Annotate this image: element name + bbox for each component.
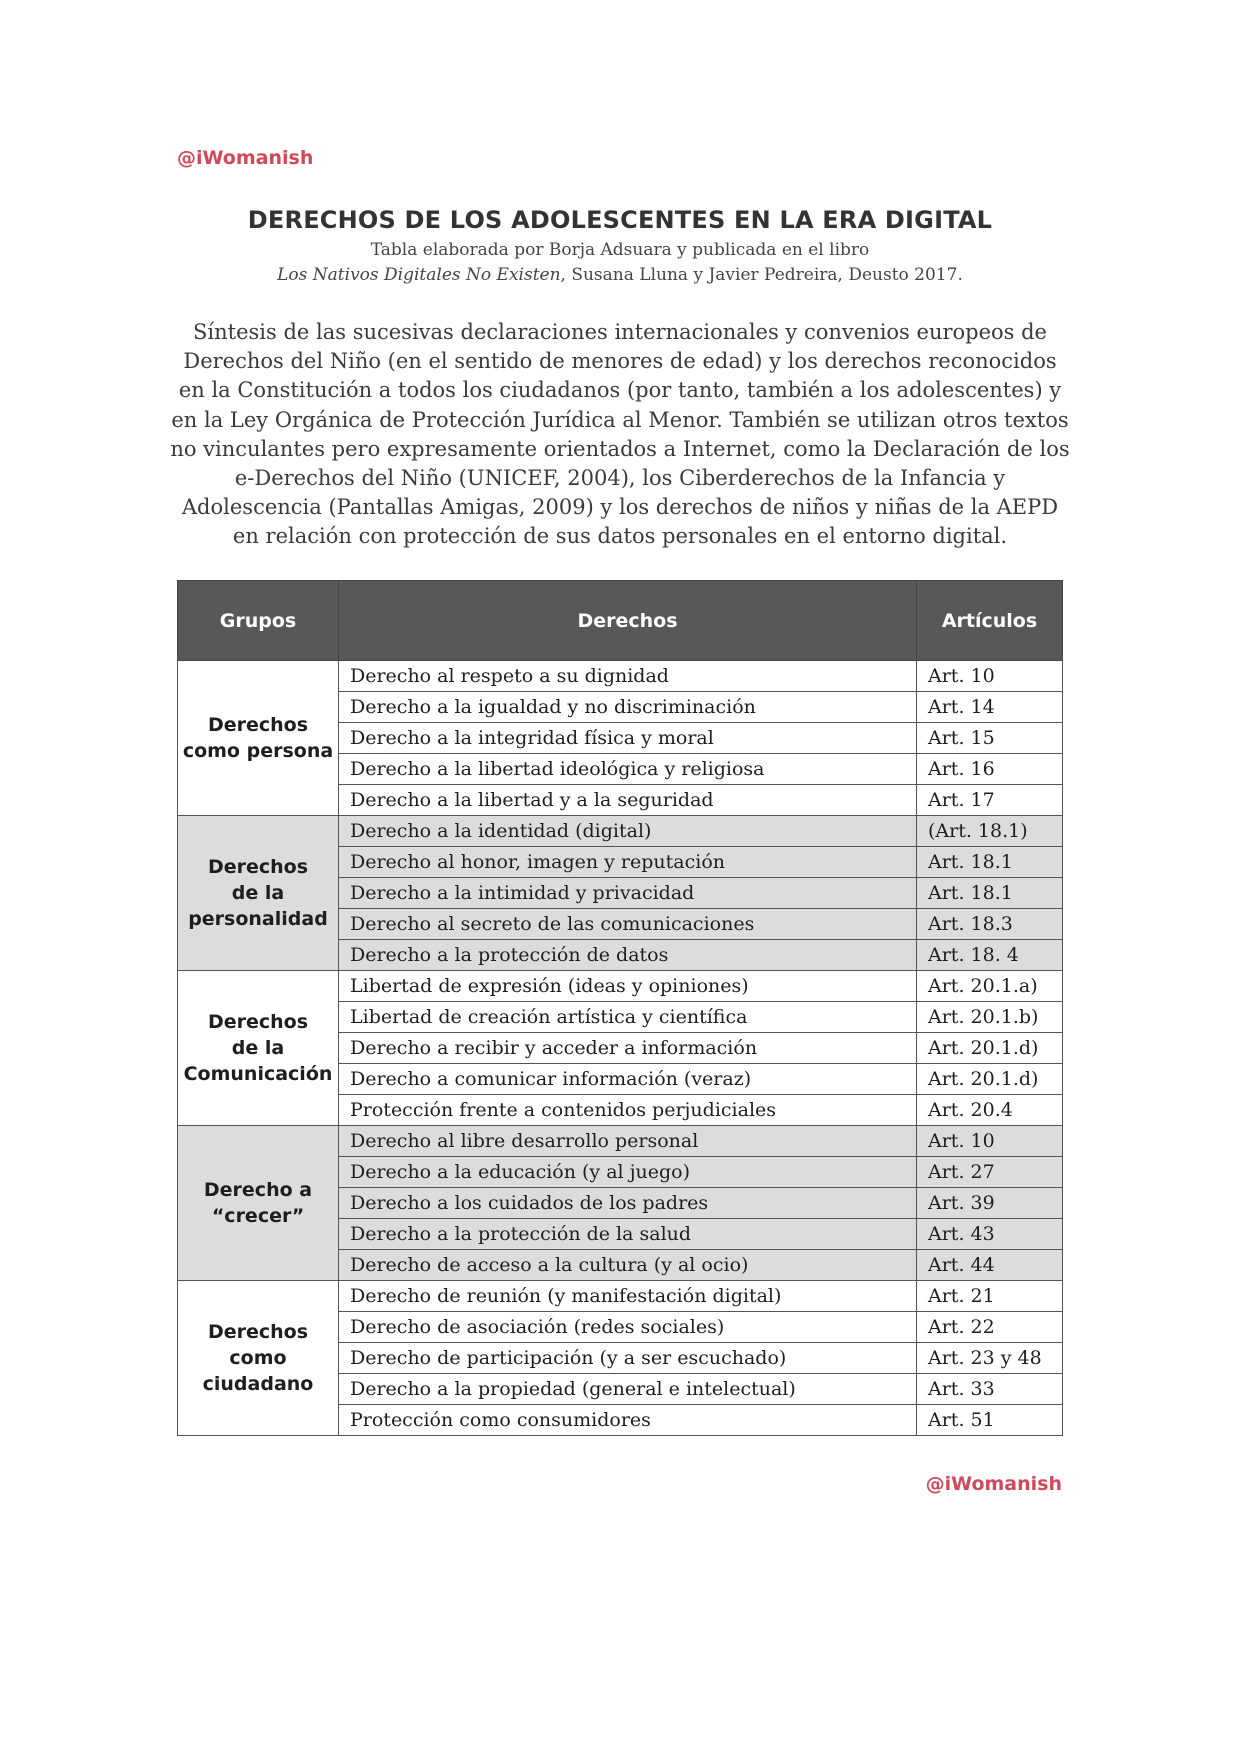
right-cell: Derecho a la identidad (digital) <box>339 816 917 847</box>
header-articles: Artículos <box>917 581 1063 661</box>
article-cell: Art. 20.1.d) <box>917 1033 1063 1064</box>
right-cell: Derecho de reunión (y manifestación digital) <box>339 1281 917 1312</box>
article-cell: Art. 20.1.a) <box>917 971 1063 1002</box>
article-cell: Art. 20.1.b) <box>917 1002 1063 1033</box>
article-cell: Art. 39 <box>917 1188 1063 1219</box>
right-cell: Derecho a recibir y acceder a información <box>339 1033 917 1064</box>
table-row <box>178 816 1063 847</box>
header-rights: Derechos <box>339 581 917 661</box>
table-body <box>178 661 1063 1436</box>
article-cell: Art. 44 <box>917 1250 1063 1281</box>
article-cell: Art. 43 <box>917 1219 1063 1250</box>
right-cell: Derecho a la protección de la salud <box>339 1219 917 1250</box>
table-row <box>178 1281 1063 1312</box>
article-cell: (Art. 18.1) <box>917 816 1063 847</box>
right-cell: Libertad de expresión (ideas y opiniones) <box>339 971 917 1002</box>
intro-paragraph: Síntesis de las sucesivas declaraciones internacionales y convenios europeos de Derechos del Niño (en el sentido de menores de edad) y los derechos reconocidos en la Constitución a todos los ciudadanos (por tanto, también a los adolescentes) y en la Ley Orgánica de Protección Jurídica al Menor. También se utilizan otros textos no vinculantes pero expresamente orientados a Internet, como la Declaración de los e-Derechos del Niño (UNICEF, 2004), los Ciberderechos de la Infancia y Adolescencia (Pantallas Amigas, 2009) y los derechos de niños y niñas de la AEPD en relación con protección de sus datos personales en el entorno digital. <box>170 320 1070 549</box>
right-cell: Derecho al respeto a su dignidad <box>339 661 917 692</box>
article-cell: Art. 14 <box>917 692 1063 723</box>
table-row <box>178 1126 1063 1157</box>
group-cell: Derechos como ciudadano <box>178 1281 339 1436</box>
right-cell: Derecho a la intimidad y privacidad <box>339 878 917 909</box>
table-row <box>178 971 1063 1002</box>
right-cell: Protección como consumidores <box>339 1405 917 1436</box>
header-groups: Grupos <box>178 581 339 661</box>
rights-table <box>177 580 1063 1436</box>
article-cell: Art. 27 <box>917 1157 1063 1188</box>
document-title: DERECHOS DE LOS ADOLESCENTES EN LA ERA DIGITAL <box>247 206 993 234</box>
right-cell: Derecho al libre desarrollo personal <box>339 1126 917 1157</box>
article-cell: Art. 21 <box>917 1281 1063 1312</box>
article-cell: Art. 51 <box>917 1405 1063 1436</box>
group-cell: Derechos de la personalidad <box>178 816 339 971</box>
right-cell: Libertad de creación artística y científica <box>339 1002 917 1033</box>
table-row <box>178 661 1063 692</box>
right-cell: Derecho a la propiedad (general e intelectual) <box>339 1374 917 1405</box>
article-cell: Art. 33 <box>917 1374 1063 1405</box>
right-cell: Derecho de asociación (redes sociales) <box>339 1312 917 1343</box>
subtitle-book <box>0 265 1240 285</box>
article-cell: Art. 10 <box>917 661 1063 692</box>
article-cell: Art. 20.1.d) <box>917 1064 1063 1095</box>
right-cell: Derecho a comunicar información (veraz) <box>339 1064 917 1095</box>
article-cell: Art. 20.4 <box>917 1095 1063 1126</box>
article-cell: Art. 10 <box>917 1126 1063 1157</box>
article-cell: Art. 17 <box>917 785 1063 816</box>
table-header-row <box>178 581 1063 661</box>
group-cell: Derechos como persona <box>178 661 339 816</box>
right-cell: Derecho al honor, imagen y reputación <box>339 847 917 878</box>
article-cell: Art. 23 y 48 <box>917 1343 1063 1374</box>
right-cell: Derecho a la libertad ideológica y religiosa <box>339 754 917 785</box>
article-cell: Art. 22 <box>917 1312 1063 1343</box>
right-cell: Derecho a la educación (y al juego) <box>339 1157 917 1188</box>
article-cell: Art. 16 <box>917 754 1063 785</box>
right-cell: Derecho de acceso a la cultura (y al ocio) <box>339 1250 917 1281</box>
article-cell: Art. 18.1 <box>917 847 1063 878</box>
right-cell: Derecho al secreto de las comunicaciones <box>339 909 917 940</box>
subtitle-credit: Tabla elaborada por Borja Adsuara y publicada en el libro <box>370 240 870 260</box>
article-cell: Art. 18. 4 <box>917 940 1063 971</box>
article-cell: Art. 15 <box>917 723 1063 754</box>
group-cell: Derecho a “crecer” <box>178 1126 339 1281</box>
right-cell: Derecho a los cuidados de los padres <box>339 1188 917 1219</box>
right-cell: Derecho a la libertad y a la seguridad <box>339 785 917 816</box>
author-handle-bottom: @iWomanish <box>925 1473 1062 1495</box>
author-handle-top: @iWomanish <box>177 147 314 169</box>
book-title: Los Nativos Digitales No Existen <box>277 265 561 285</box>
right-cell: Derecho de participación (y a ser escuchado) <box>339 1343 917 1374</box>
article-cell: Art. 18.3 <box>917 909 1063 940</box>
book-authors: , Susana Lluna y Javier Pedreira, Deusto 2017. <box>560 265 963 285</box>
right-cell: Derecho a la integridad física y moral <box>339 723 917 754</box>
right-cell: Derecho a la igualdad y no discriminación <box>339 692 917 723</box>
right-cell: Protección frente a contenidos perjudiciales <box>339 1095 917 1126</box>
article-cell: Art. 18.1 <box>917 878 1063 909</box>
right-cell: Derecho a la protección de datos <box>339 940 917 971</box>
group-cell: Derechos de la Comunicación <box>178 971 339 1126</box>
